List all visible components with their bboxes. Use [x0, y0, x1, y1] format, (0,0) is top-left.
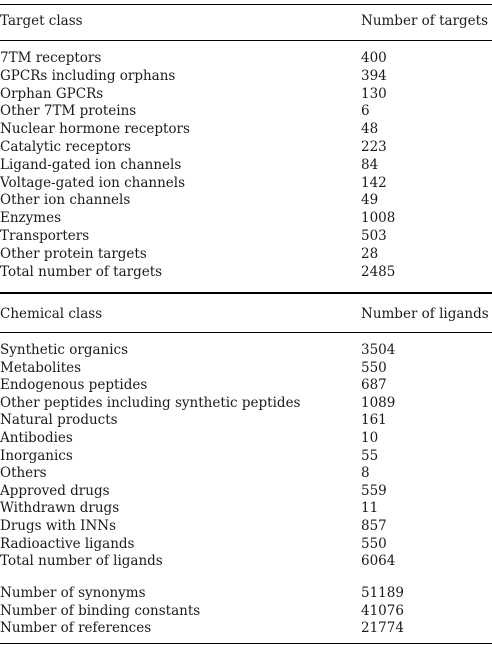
- summary-row-label: Number of synonyms: [0, 585, 146, 601]
- chemical-row-value: 6064: [361, 553, 396, 570]
- summary-row-value: 51189: [361, 585, 404, 601]
- target-row-label: Other ion channels: [0, 192, 131, 209]
- chemical-row-value: 10: [361, 430, 379, 446]
- target-row-label: Catalytic receptors: [0, 139, 131, 155]
- chemical-row-value: 559: [361, 482, 387, 499]
- chemical-row-label: Radioactive ligands: [0, 535, 135, 552]
- target-row-label: Enzymes: [0, 210, 62, 227]
- chemical-row-label: Natural products: [0, 412, 118, 429]
- chemical-row-label: Inorganics: [0, 447, 73, 464]
- target-row-label: Other 7TM proteins: [0, 103, 137, 120]
- number-of-ligands-header: Number of ligands: [361, 306, 489, 322]
- target-row-label: Voltage-gated ion channels: [0, 174, 186, 191]
- chemical-row-value: 550: [361, 535, 387, 552]
- summary-row-label: Number of binding constants: [0, 602, 201, 619]
- chemical-row-value: 8: [361, 465, 370, 482]
- chemical-row-label: Endogenous peptides: [0, 377, 148, 394]
- target-row-label: Transporters: [0, 228, 90, 244]
- summary-row-value: 41076: [361, 602, 404, 619]
- chemical-class-header: Chemical class: [0, 306, 103, 322]
- target-row-label: 7TM receptors: [0, 50, 102, 66]
- chemical-row-value: 550: [361, 359, 387, 376]
- summary-row-label: Number of references: [0, 620, 152, 637]
- summary-row-value: 21774: [361, 620, 404, 637]
- chemical-header-rule: [0, 332, 492, 333]
- target-row-value: 49: [361, 192, 379, 209]
- chemical-row-label: Withdrawn drugs: [0, 500, 120, 517]
- target-row-value: 28: [361, 245, 379, 262]
- target-row-value: 223: [361, 139, 387, 155]
- chemical-row-label: Approved drugs: [0, 482, 110, 499]
- target-row-label: Nuclear hormone receptors: [0, 121, 190, 138]
- target-row-value: 142: [361, 174, 387, 191]
- chemical-row-label: Antibodies: [0, 430, 73, 446]
- bottom-rule: [0, 643, 492, 644]
- section-divider-rule: [0, 292, 492, 294]
- target-row-value: 84: [361, 156, 379, 173]
- chemical-row-value: 161: [361, 412, 387, 429]
- target-row-label: Other protein targets: [0, 245, 147, 262]
- target-class-header: Target class: [0, 13, 83, 29]
- target-row-value: 1008: [361, 210, 396, 227]
- chemical-row-value: 11: [361, 500, 379, 517]
- chemical-row-label: Total number of ligands: [0, 553, 163, 570]
- target-row-value: 503: [361, 228, 387, 244]
- chemical-row-value: 857: [361, 518, 387, 534]
- target-row-value: 48: [361, 121, 379, 138]
- chemical-row-value: 687: [361, 377, 387, 394]
- target-row-value: 6: [361, 103, 370, 120]
- chemical-row-value: 3504: [361, 342, 396, 358]
- target-row-label: GPCRs including orphans: [0, 67, 176, 84]
- target-row-label: Orphan GPCRs: [0, 85, 104, 102]
- number-of-targets-header: Number of targets: [361, 13, 489, 29]
- chemical-row-value: 1089: [361, 394, 396, 411]
- target-row-value: 2485: [361, 263, 396, 280]
- target-row-value: 394: [361, 67, 387, 84]
- target-row-value: 130: [361, 85, 387, 102]
- chemical-row-label: Drugs with INNs: [0, 518, 117, 534]
- chemical-row-label: Metabolites: [0, 359, 82, 376]
- top-rule: [0, 4, 492, 5]
- chemical-row-label: Synthetic organics: [0, 342, 129, 358]
- chemical-row-value: 55: [361, 447, 379, 464]
- target-row-label: Ligand-gated ion channels: [0, 156, 182, 173]
- target-row-value: 400: [361, 50, 387, 66]
- target-header-rule: [0, 40, 492, 41]
- target-row-label: Total number of targets: [0, 263, 163, 280]
- chemical-row-label: Other peptides including synthetic peptides: [0, 394, 301, 411]
- chemical-row-label: Others: [0, 465, 47, 482]
